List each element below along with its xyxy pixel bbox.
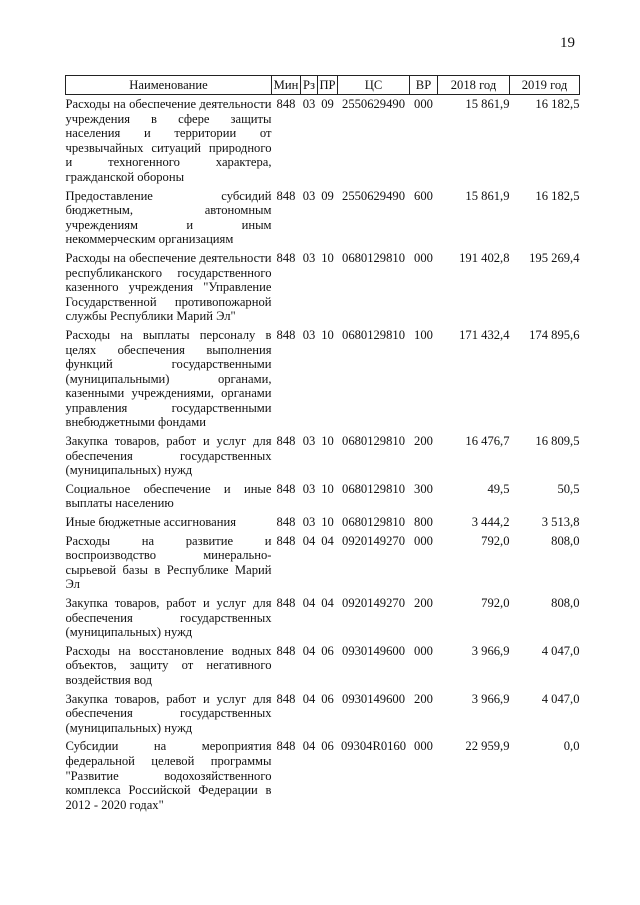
row-2018: 49,5 — [487, 481, 510, 496]
table-row — [66, 532, 580, 594]
row-rz: 03 — [302, 327, 316, 342]
table-header-row — [66, 76, 580, 95]
row-pr: 04 — [321, 596, 334, 610]
row-rz: 04 — [302, 643, 316, 658]
row-name: Расходы на обеспечение деятельности учреждения в сфере защиты населения и территории от чрезвычайных ситуаций природного и техногенного характера, гражданской обороны — [65, 97, 272, 184]
row-rz: 04 — [302, 691, 316, 706]
row-vr: 800 — [414, 515, 433, 530]
row-2019: 4 047,0 — [541, 643, 580, 658]
row-vr: 100 — [414, 327, 433, 342]
row-pr: 09 — [321, 188, 334, 203]
row-2019: 4 047,0 — [541, 691, 580, 706]
row-2018: 3 444,2 — [471, 515, 510, 530]
row-cs: 0930149600 — [342, 691, 405, 706]
row-min: 848 — [276, 250, 296, 265]
table-row — [66, 513, 580, 532]
row-name: Социальное обеспечение и иные выплаты населению — [65, 481, 272, 511]
header-2019: 2019 год — [510, 76, 580, 95]
row-min: 848 — [276, 434, 296, 449]
row-vr: 200 — [414, 691, 433, 706]
row-vr: 600 — [414, 188, 433, 203]
row-min: 848 — [276, 188, 296, 203]
row-2019: 0,0 — [563, 739, 580, 754]
row-pr: 04 — [321, 533, 334, 548]
row-rz: 03 — [302, 188, 316, 203]
row-2018: 15 861,9 — [465, 188, 510, 203]
row-vr: 200 — [414, 434, 433, 449]
row-name: Расходы на восстановление водных объектов, защиту от негативного воздействия вод — [65, 643, 272, 687]
header-cs: ЦС — [338, 76, 410, 95]
row-pr: 10 — [321, 434, 334, 449]
row-name: Субсидии на мероприятия федеральной целевой программы "Развитие водохозяйственного комплекса Российской Федерации в 2012 - 2020 годах" — [65, 739, 272, 812]
row-name: Закупка товаров, работ и услуг для обеспечения государственных (муниципальных) нужд — [65, 434, 272, 478]
row-cs: 0680129810 — [342, 434, 405, 449]
table-row — [66, 249, 580, 326]
header-2018: 2018 год — [438, 76, 510, 95]
row-name: Иные бюджетные ассигнования — [65, 515, 237, 530]
row-rz: 04 — [302, 533, 316, 548]
table-row — [66, 326, 580, 432]
row-rz: 04 — [302, 596, 316, 610]
row-rz: 04 — [302, 739, 316, 754]
row-pr: 06 — [321, 691, 334, 706]
row-cs: 0680129810 — [342, 250, 405, 265]
row-vr: 200 — [414, 596, 433, 610]
row-2018: 3 966,9 — [471, 691, 510, 706]
row-rz: 03 — [302, 250, 316, 265]
header-name: Наименование — [66, 76, 272, 95]
header-pr: ПР — [318, 76, 338, 95]
table-row — [66, 690, 580, 738]
row-name: Расходы на выплаты персоналу в целях обеспечения выполнения функций государственными (муниципальными) органами, казенными учреждениями, органами управления государственными внебюджетными фондами — [65, 327, 272, 430]
row-rz: 03 — [302, 97, 316, 111]
row-2019: 16 809,5 — [535, 434, 580, 449]
row-cs: 0930149600 — [342, 643, 405, 658]
row-2019: 808,0 — [551, 596, 580, 610]
row-cs: 0680129810 — [342, 327, 405, 342]
row-2019: 195 269,4 — [529, 250, 580, 265]
header-rz: Рз — [301, 76, 318, 95]
row-vr: 000 — [414, 739, 433, 754]
row-2018: 16 476,7 — [465, 434, 510, 449]
row-2018: 191 402,8 — [459, 250, 510, 265]
row-cs: 0680129810 — [342, 481, 405, 496]
row-pr: 06 — [321, 739, 334, 754]
row-2019: 808,0 — [551, 533, 580, 548]
row-2018: 15 861,9 — [465, 97, 510, 111]
row-2018: 792,0 — [481, 596, 510, 610]
table-row — [66, 95, 580, 187]
row-cs: 0920149270 — [342, 596, 405, 610]
row-min: 848 — [276, 97, 296, 111]
row-2018: 3 966,9 — [471, 643, 510, 658]
row-2019: 16 182,5 — [535, 97, 580, 111]
row-2019: 3 513,8 — [541, 515, 580, 530]
row-2019: 50,5 — [557, 481, 580, 496]
row-min: 848 — [276, 596, 296, 610]
row-rz: 03 — [302, 481, 316, 496]
table-row — [66, 480, 580, 513]
row-min: 848 — [276, 515, 296, 530]
row-min: 848 — [276, 691, 296, 706]
row-cs: 2550629490 — [342, 188, 405, 203]
table-row — [66, 432, 580, 480]
table-row — [66, 187, 580, 249]
row-pr: 10 — [321, 250, 334, 265]
row-cs: 0920149270 — [342, 533, 405, 548]
row-min: 848 — [276, 481, 296, 496]
row-pr: 10 — [321, 327, 334, 342]
row-2018: 171 432,4 — [459, 327, 510, 342]
row-pr: 09 — [321, 97, 334, 111]
row-rz: 03 — [302, 515, 316, 530]
row-vr: 000 — [414, 97, 433, 111]
row-min: 848 — [276, 327, 296, 342]
row-min: 848 — [276, 533, 296, 548]
row-pr: 10 — [321, 481, 334, 496]
row-vr: 000 — [414, 643, 433, 658]
row-cs: 09304R0160 — [340, 739, 407, 754]
row-vr: 300 — [414, 481, 433, 496]
row-2018: 22 959,9 — [465, 739, 510, 754]
row-2019: 16 182,5 — [535, 188, 580, 203]
row-name: Предоставление субсидий бюджетным, автономным учреждениям и иным некоммерческим организациям — [65, 188, 272, 247]
row-2019: 174 895,6 — [529, 327, 580, 342]
row-name: Закупка товаров, работ и услуг для обеспечения государственных (муниципальных) нужд — [65, 691, 272, 735]
row-name: Расходы на обеспечение деятельности республиканского государственного казенного учреждения "Управление Государственной противопожарной службы Республики Марий Эл" — [65, 250, 272, 324]
row-pr: 10 — [321, 515, 334, 530]
row-vr: 000 — [414, 250, 433, 265]
header-min: Мин — [272, 76, 301, 95]
row-min: 848 — [276, 643, 296, 658]
row-cs: 0680129810 — [342, 515, 405, 530]
table-row — [66, 642, 580, 690]
page-number: 19 — [560, 35, 575, 51]
row-min: 848 — [276, 739, 296, 754]
row-pr: 06 — [321, 643, 334, 658]
row-vr: 000 — [414, 533, 433, 548]
budget-table — [65, 75, 580, 814]
row-cs: 2550629490 — [342, 97, 405, 111]
header-vr: ВР — [410, 76, 438, 95]
row-name: Расходы на развитие и воспроизводство минерально-сырьевой базы в Республике Марий Эл — [65, 533, 272, 592]
row-2018: 792,0 — [481, 533, 510, 548]
table-row — [66, 594, 580, 642]
table-row — [66, 737, 580, 814]
row-rz: 03 — [302, 434, 316, 449]
row-name: Закупка товаров, работ и услуг для обеспечения государственных (муниципальных) нужд — [65, 596, 272, 640]
